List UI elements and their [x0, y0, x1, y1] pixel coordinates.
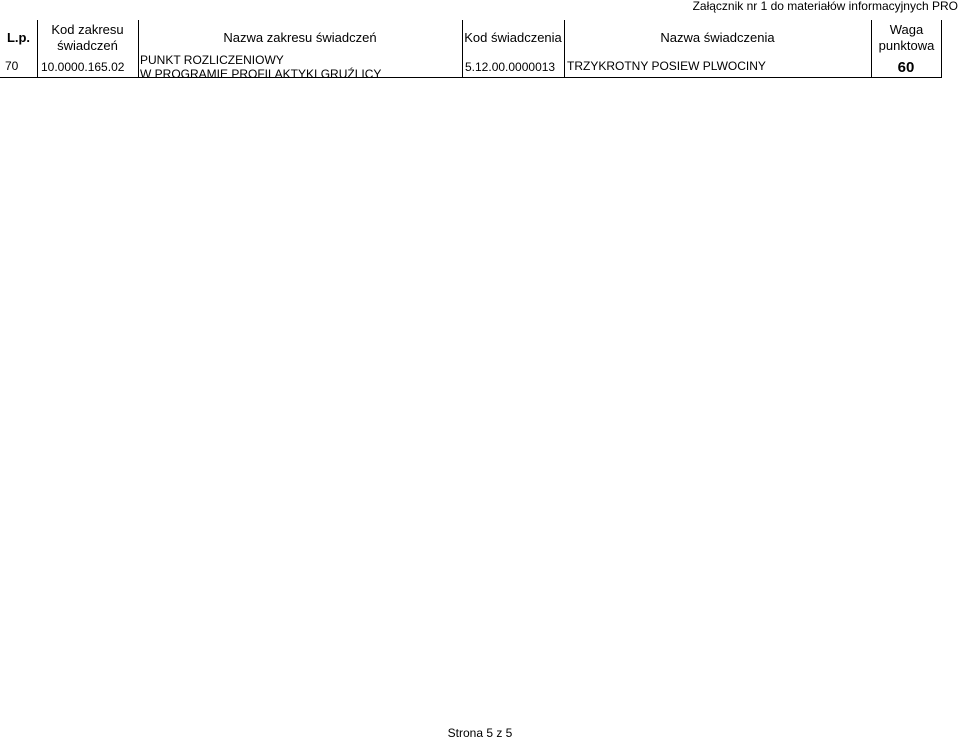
column-header-scope-code-line1: Kod zakresu — [51, 21, 124, 37]
attachment-note: Załącznik nr 1 do materiałów informacyjnych PRO — [692, 0, 958, 13]
column-header-weight-line2: punktowa — [878, 37, 935, 53]
column-header-service-code-label: Kod świadczenia — [464, 29, 562, 45]
column-divider — [138, 20, 139, 78]
row-service-name: TRZYKROTNY POSIEW PLWOCINY — [567, 59, 766, 73]
row-weight: 60 — [897, 59, 915, 76]
column-header-lp-label: L.p. — [6, 29, 31, 45]
column-divider — [37, 20, 38, 78]
column-header-lp — [0, 20, 37, 55]
column-header-service-name — [564, 20, 871, 55]
column-header-scope-code-line2: świadczeń — [57, 37, 118, 53]
column-header-scope-name-label: Nazwa zakresu świadczeń — [223, 29, 377, 45]
column-header-weight — [871, 20, 942, 55]
column-header-weight-line1: Waga — [889, 21, 924, 37]
column-header-service-code — [462, 20, 564, 55]
column-header-service-name-label: Nazwa świadczenia — [660, 29, 775, 45]
row-scope-code: 10.0000.165.02 — [41, 60, 125, 74]
column-header-scope-name — [138, 20, 462, 55]
column-divider — [941, 20, 942, 78]
row-lp: 70 — [5, 59, 19, 73]
page-number: Strona 5 z 5 — [447, 726, 513, 740]
column-divider — [564, 20, 565, 78]
row-scope-name-line2: W PROGRAMIE PROFILAKTYKI GRUŹLICY — [140, 67, 382, 81]
row-service-code: 5.12.00.0000013 — [465, 60, 556, 74]
column-header-scope-code — [37, 20, 138, 55]
services-table — [0, 20, 942, 81]
row-scope-name-line1: PUNKT ROZLICZENIOWY — [140, 53, 284, 67]
column-divider — [462, 20, 463, 78]
